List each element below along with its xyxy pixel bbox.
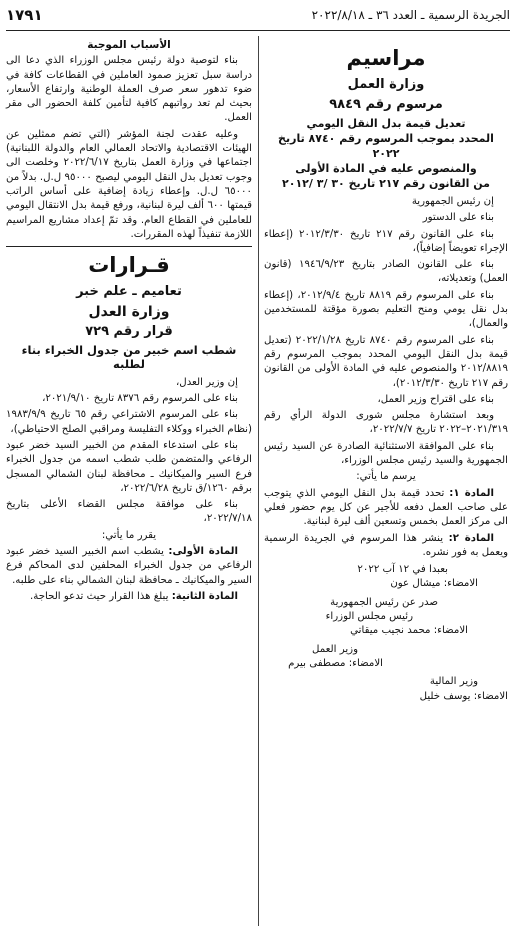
- decision-article-1: [6, 545, 252, 588]
- decision-paragraph: بناء على المرسوم رقم ٨٣٧٦ تاريخ ٢٠٢١/٩/١٠،: [42, 393, 238, 405]
- decision-article-2-text: يبلغ هذا القرار حيث تدعو الحاجة.: [30, 590, 169, 602]
- page-header: [6, 0, 510, 31]
- decree-column: [264, 38, 508, 928]
- labor-minister-title: وزير العمل: [312, 643, 358, 655]
- decree-paragraph: بناء على المرسوم رقم ٨٨١٩ تاريخ ٢٠١٢/٩/٤، (إعطاء بدل نقل يومي ومنح التعليم بصورة مؤقتة للمستخدمين والعمال)،: [264, 289, 508, 330]
- decides-phrase: يقرر ما يأتي:: [101, 529, 157, 541]
- decree-title-line-2: المحدد بموجب المرسوم رقم ٨٧٤٠ تاريخ ٢٠٢٢: [278, 132, 494, 160]
- decree-paragraph: بناء على القانون رقم ٢١٧ تاريخ ٢٠١٢/٣/٣٠ (إعطاء الإجراء تعويضاً إضافياً)،: [264, 228, 508, 254]
- decree-paragraph: بناء على الدستور: [422, 212, 494, 224]
- article-1-label: المادة ١:: [449, 487, 494, 499]
- decision-article-2-label: المادة الثانية:: [171, 590, 238, 602]
- pm-title: رئيس مجلس الوزراء: [325, 611, 413, 623]
- decision-title: شطب اسم خبير من جدول الخبراء بناء لطلبه: [21, 343, 237, 372]
- issued-by-line: صدر عن رئيس الجمهورية: [330, 596, 438, 608]
- column-divider: [258, 36, 259, 926]
- page-number: ١٧٩١: [6, 6, 43, 24]
- decision-paragraph: بناء على استدعاء المقدم من الخبير السيد خضر عبود الرفاعي والمتضمن طلب شطب اسمه من جدول الخبراء فرع السير والميكانيك ـ محافظة لبنان الشمالي المسجل برقم ١٢٦٠/ق تاريخ ٢٠٢٢/٦/٢٨،: [6, 439, 252, 494]
- decisions-column: [6, 38, 252, 928]
- decree-paragraph: إن رئيس الجمهورية: [411, 196, 494, 207]
- article-1: [264, 487, 508, 530]
- decision-article-1-label: المادة الأولى:: [168, 546, 238, 558]
- reasons-title: الأسباب الموجبة: [87, 39, 171, 51]
- labor-minister-signature: الامضاء: مصطفى بيرم: [288, 657, 383, 669]
- pm-signature: الامضاء: محمد نجيب ميقاتي: [350, 625, 468, 637]
- decree-paragraph: وبعد استشارة مجلس شورى الدولة الرأي رقم ٢٠٢١/٣١٩–٢٠٢٢ تاريخ ٢٠٢٢/٧/٧،: [264, 410, 508, 436]
- date-line: بعبدا في ١٢ آب ٢٠٢٢: [357, 564, 448, 576]
- decree-paragraph: بناء على اقتراح وزير العمل،: [377, 393, 494, 405]
- ministry-heading: وزارة العدل: [88, 304, 170, 321]
- subsection-heading: تعاميم ـ علم خبر: [76, 284, 182, 300]
- decree-paragraph: بناء على الموافقة الاستثنائية الصادرة عن السيد رئيس الجمهورية والسيد رئيس مجلس الوزراء،: [264, 440, 508, 467]
- article-2: [264, 532, 508, 561]
- reasons-paragraph: وعليه عقدت لجنة المؤشر (التي تضم ممثلين عن الهيئات الاقتصادية والاتحاد العمالي العام والدولة اللبنانية) اجتماعها في وزارة العمل بتاريخ ٢٠٢٢/٦/١٧ وخلصت الى وجوب تعديل بدل النقل اليومي ليصبح ٩٥٠٠٠ ل.ل. بدلاً من ٦٥٠٠٠ ل.ل. وإعطاء زيادة إضافية على أساس الراتب قيمتها ٦٠٠ ألف ليرة لبنانية، ورفع قيمة بدل الانتقال اليومي للعاملين في القطاع العام. وقد تمّ إعداد مشاريع المراسيم اللازمة تنفيذاً لهذه المقررات.: [6, 128, 253, 240]
- decision-paragraph: إن وزير العدل،: [176, 376, 238, 388]
- decree-number: مرسوم رقم ٩٨٤٩: [329, 97, 443, 112]
- ministry-heading: وزارة العمل: [347, 77, 425, 92]
- section-rule: [6, 246, 252, 247]
- decision-paragraph: بناء على موافقة مجلس القضاء الأعلى بتاريخ ٢٠٢٢/٧/١٨،: [6, 499, 252, 525]
- running-title: الجريدة الرسمية ـ العدد ٣٦ ـ ٢٠٢٢/٨/١٨: [311, 8, 510, 22]
- decrees-section-title: مراسيم: [346, 46, 426, 70]
- decree-title-line-3: والمنصوص عليه في المادة الأولى: [295, 162, 477, 175]
- reasons-paragraph: بناء لتوصية دولة رئيس مجلس الوزراء الذي دعا الى دراسة سبل تعزيز صمود العاملين في القطاعات كافة في ضوء تدهور سعر صرف العملة الوطنية وارتفاع الأسعار، بحيث لم تعد رواتبهم كافية لتأمين كلفة الحضور الى مقر العمل.: [6, 55, 252, 124]
- decisions-section-title: قـرارات: [88, 253, 170, 278]
- decree-title-line-1: تعديل قيمة بدل النقل اليومي: [306, 117, 466, 130]
- decree-paragraph: بناء على المرسوم رقم ٨٧٤٠ تاريخ ٢٠٢٢/١/٢٨ (تعديل قيمة بدل النقل اليومي المحدد بموجب المرسوم رقم ٢٠١٢/٨٨١٩ والمنصوص عليه في المادة الأولى من القانون رقم ٢١٧ تاريخ ٢٠١٢/٣/٣٠)،: [264, 334, 508, 389]
- decision-article-1-text: يشطب اسم الخبير السيد خضر عبود الرفاعي من جدول الخبراء المحلفين لدى المحاكم فرع السير والميكانيك ـ محافظة لبنان الشمالي بناء على طلبه.: [6, 546, 252, 586]
- article-1-text: تحدد قيمة بدل النقل اليومي الذي يتوجب على صاحب العمل دفعه للأجير عن كل يوم حضور فعلي الى مركز العمل بخمس وتسعين ألف ليرة لبنانية.: [264, 487, 508, 528]
- article-2-label: المادة ٢:: [448, 532, 494, 544]
- finance-minister-signature: الامضاء: يوسف خليل: [419, 690, 508, 702]
- article-2-text: ينشر هذا المرسوم في الجريدة الرسمية ويعمل به فور نشره.: [264, 532, 508, 558]
- decision-article-2: [6, 590, 252, 604]
- decrees-phrase: يرسم ما يأتي:: [356, 471, 416, 483]
- decree-title-line-4: من القانون رقم ٢١٧ تاريخ ٣٠ /٣ /٢٠١٢: [282, 177, 490, 190]
- decision-number: قرار رقم ٧٢٩: [85, 324, 173, 340]
- decree-paragraph: بناء على القانون الصادر بتاريخ ١٩٤٦/٩/٢٣ (قانون العمل) وتعديلاته،: [264, 259, 508, 285]
- decision-paragraph: بناء على المرسوم الاشتراعي رقم ٦٥ تاريخ ١٩٨٣/٩/٩ (نظام الخبراء ووكلاء التفليسة ومراقبي الصلح الاحتياطي)،: [6, 409, 252, 435]
- finance-minister-title: وزير المالية: [429, 676, 478, 688]
- president-signature: الامضاء: ميشال عون: [390, 578, 478, 590]
